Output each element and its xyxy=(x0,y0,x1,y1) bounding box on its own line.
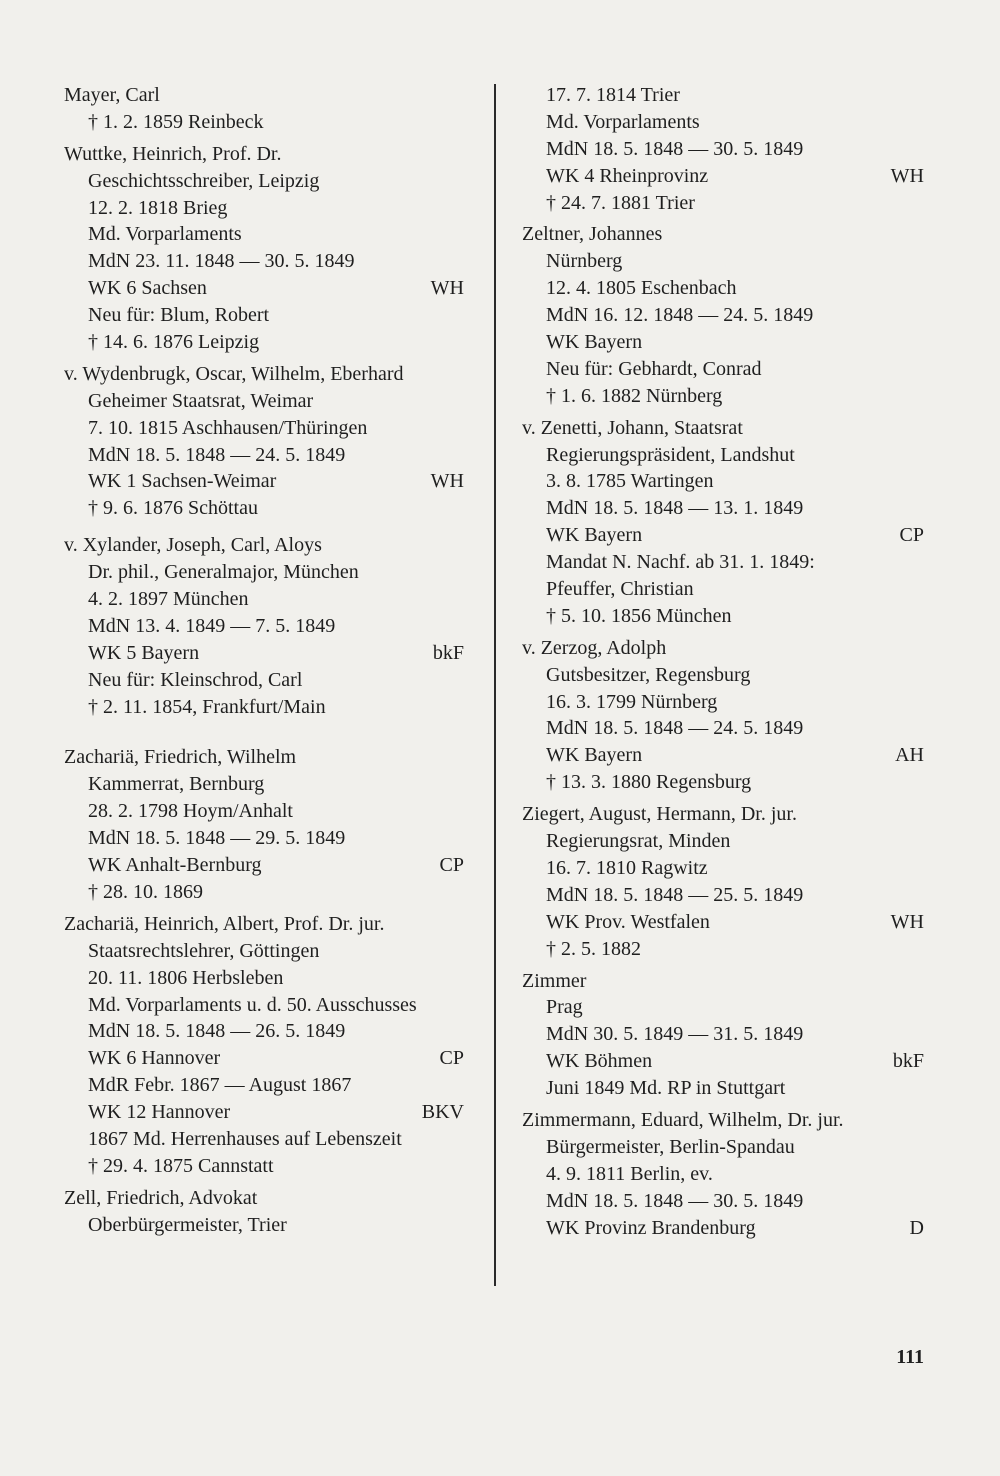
line-text: Ziegert, August, Hermann, Dr. jur. xyxy=(522,803,797,826)
line-text: WK Prov. Westfalen xyxy=(546,910,710,933)
line-text: Staatsrechtslehrer, Göttingen xyxy=(88,939,320,962)
entry xyxy=(64,141,464,356)
line-text: Zeltner, Johannes xyxy=(522,223,663,246)
entry-line xyxy=(64,965,464,992)
entry xyxy=(64,744,464,905)
entry-line xyxy=(522,1161,924,1188)
entry-line xyxy=(64,1099,464,1126)
line-text: MdN 23. 11. 1848 — 30. 5. 1849 xyxy=(88,250,355,273)
entry-line xyxy=(522,936,924,963)
entry-line xyxy=(522,248,924,275)
entry-line xyxy=(64,667,464,694)
line-text: † 14. 6. 1876 Leipzig xyxy=(88,331,260,354)
faction-tag: bkF xyxy=(892,1050,924,1073)
line-text: WK Provinz Brandenburg xyxy=(546,1216,756,1239)
line-text: † 28. 10. 1869 xyxy=(88,880,203,903)
line-text: 1867 Md. Herrenhauses auf Lebenszeit xyxy=(88,1127,402,1150)
entry-line xyxy=(522,855,924,882)
line-text: MdN 13. 4. 1849 — 7. 5. 1849 xyxy=(88,614,336,637)
entry-line xyxy=(522,163,924,190)
right-column xyxy=(522,82,924,1241)
entry-line xyxy=(64,640,464,667)
entry-line xyxy=(64,221,464,248)
line-text: † 2. 5. 1882 xyxy=(546,937,641,960)
line-text: † 1. 2. 1859 Reinbeck xyxy=(88,110,264,133)
line-text: MdN 16. 12. 1848 — 24. 5. 1849 xyxy=(546,304,814,327)
entry-line xyxy=(64,852,464,879)
faction-tag: bkF xyxy=(432,641,464,664)
line-text: Geheimer Staatsrat, Weimar xyxy=(88,389,314,412)
line-text: Zachariä, Friedrich, Wilhelm xyxy=(64,746,297,769)
line-text: WK Böhmen xyxy=(546,1050,653,1073)
entry-name xyxy=(64,141,464,168)
line-text: Mayer, Carl xyxy=(64,84,160,106)
entry-name xyxy=(522,635,924,662)
entry-line xyxy=(64,415,464,442)
entry-line xyxy=(522,1188,924,1215)
entry-line xyxy=(522,356,924,383)
line-text: WK 1 Sachsen-Weimar xyxy=(88,470,277,493)
line-text: MdR Febr. 1867 — August 1867 xyxy=(88,1074,352,1097)
column-divider xyxy=(494,84,496,1286)
entry-name xyxy=(64,1185,464,1212)
line-text: † 24. 7. 1881 Trier xyxy=(546,191,695,214)
entry-line xyxy=(522,662,924,689)
line-text: † 9. 6. 1876 Schöttau xyxy=(88,497,258,520)
entry-line xyxy=(522,769,924,796)
entry-name xyxy=(64,361,464,388)
faction-tag: WH xyxy=(430,470,464,493)
line-text: WK Bayern xyxy=(546,744,643,767)
entry-line xyxy=(64,613,464,640)
entry-line xyxy=(522,275,924,302)
entry-name xyxy=(64,744,464,771)
entry-line xyxy=(522,82,924,109)
faction-tag: AH xyxy=(895,744,924,767)
line-text: 4. 2. 1897 München xyxy=(88,588,249,611)
left-column xyxy=(64,82,464,1239)
line-text: Pfeuffer, Christian xyxy=(546,578,694,601)
entry-line xyxy=(522,715,924,742)
line-text: Zimmer xyxy=(522,969,587,992)
line-text: v. Wydenbrugk, Oscar, Wilhelm, Eberhard xyxy=(64,362,404,385)
entry-line xyxy=(64,938,464,965)
line-text: MdN 18. 5. 1848 — 29. 5. 1849 xyxy=(88,827,346,850)
line-text: † 2. 11. 1854, Frankfurt/Main xyxy=(88,695,326,718)
entry-line xyxy=(522,828,924,855)
line-text: Bürgermeister, Berlin-Spandau xyxy=(546,1135,795,1158)
entry-name xyxy=(522,415,924,442)
entry-line xyxy=(522,329,924,356)
line-text: WK 4 Rheinprovinz xyxy=(546,164,709,187)
entry-line xyxy=(522,994,924,1021)
entry-line xyxy=(64,109,464,136)
entry xyxy=(64,1185,464,1239)
entry-name xyxy=(64,532,464,559)
entry-line xyxy=(64,442,464,469)
entry-line xyxy=(522,1134,924,1161)
entry-line xyxy=(64,1072,464,1099)
entry-line xyxy=(64,1126,464,1153)
faction-tag: CP xyxy=(439,854,464,877)
entry-line xyxy=(64,1018,464,1045)
line-text: MdN 18. 5. 1848 — 25. 5. 1849 xyxy=(546,883,804,906)
entry-line xyxy=(522,909,924,936)
entry xyxy=(522,415,924,630)
line-text: WK 6 Sachsen xyxy=(88,277,207,300)
line-text: 20. 11. 1806 Herbsleben xyxy=(88,966,284,989)
line-text: WK Bayern xyxy=(546,331,643,354)
entry-line xyxy=(522,576,924,603)
line-text: Dr. phil., Generalmajor, München xyxy=(88,561,359,584)
line-text: Regierungspräsident, Landshut xyxy=(546,443,795,466)
entry-line xyxy=(64,825,464,852)
line-text: 7. 10. 1815 Aschhausen/Thüringen xyxy=(88,416,368,439)
entry-name xyxy=(522,801,924,828)
line-text: Kammerrat, Bernburg xyxy=(88,773,265,796)
entry-line xyxy=(64,302,464,329)
entry xyxy=(64,911,464,1180)
line-text: Nürnberg xyxy=(546,250,623,273)
line-text: Neu für: Kleinschrod, Carl xyxy=(88,668,303,691)
line-text: 16. 7. 1810 Ragwitz xyxy=(546,856,708,879)
line-text: Regierungsrat, Minden xyxy=(546,830,731,853)
entry-line xyxy=(64,1045,464,1072)
faction-tag: D xyxy=(909,1216,924,1239)
line-text: † 13. 3. 1880 Regensburg xyxy=(546,771,752,794)
line-text: v. Xylander, Joseph, Carl, Aloys xyxy=(64,534,322,557)
entry-continuation xyxy=(522,82,924,216)
entry-line xyxy=(64,879,464,906)
line-text: Zachariä, Heinrich, Albert, Prof. Dr. jur. xyxy=(64,912,385,935)
line-text: Neu für: Blum, Robert xyxy=(88,304,270,327)
entry-line xyxy=(522,1048,924,1075)
faction-tag: CP xyxy=(899,524,924,547)
line-text: 16. 3. 1799 Nürnberg xyxy=(546,690,718,713)
entry-line xyxy=(64,771,464,798)
entry-line xyxy=(64,195,464,222)
entry-line xyxy=(522,109,924,136)
entry-line xyxy=(522,1075,924,1102)
line-text: † 5. 10. 1856 München xyxy=(546,604,732,627)
line-text: † 29. 4. 1875 Cannstatt xyxy=(88,1154,274,1177)
entry xyxy=(64,361,464,522)
entry-name xyxy=(522,1107,924,1134)
line-text: MdN 18. 5. 1848 — 13. 1. 1849 xyxy=(546,497,804,520)
entry-line xyxy=(522,522,924,549)
line-text: WK 5 Bayern xyxy=(88,641,200,664)
entry-line xyxy=(522,603,924,630)
entry xyxy=(522,635,924,796)
entry xyxy=(522,1107,924,1241)
line-text: Md. Vorparlaments xyxy=(546,110,700,133)
page-number: 111 xyxy=(896,1346,924,1368)
entry-line xyxy=(522,442,924,469)
entry-line xyxy=(64,168,464,195)
entry-line xyxy=(64,992,464,1019)
line-text: Md. Vorparlaments u. d. 50. Ausschusses xyxy=(88,993,417,1016)
line-text: 4. 9. 1811 Berlin, ev. xyxy=(546,1162,713,1185)
entry-line xyxy=(64,798,464,825)
line-text: † 1. 6. 1882 Nürnberg xyxy=(546,384,723,407)
entry xyxy=(522,801,924,962)
line-text: 12. 2. 1818 Brieg xyxy=(88,196,228,219)
entry-name xyxy=(522,221,924,248)
entry-line xyxy=(64,388,464,415)
entry-line xyxy=(522,190,924,217)
entry-name xyxy=(64,911,464,938)
entry-line xyxy=(522,495,924,522)
entry-line xyxy=(522,689,924,716)
entry xyxy=(522,968,924,1102)
line-text: v. Zenetti, Johann, Staatsrat xyxy=(522,416,743,439)
line-text: Gutsbesitzer, Regensburg xyxy=(546,663,751,686)
faction-tag: WH xyxy=(890,164,924,187)
line-text: Juni 1849 Md. RP in Stuttgart xyxy=(546,1077,786,1100)
entry-name xyxy=(64,82,464,109)
faction-tag: WH xyxy=(430,277,464,300)
entry-line xyxy=(522,468,924,495)
line-text: Zell, Friedrich, Advokat xyxy=(64,1186,258,1209)
entry-line xyxy=(64,468,464,495)
line-text: WK Anhalt-Bernburg xyxy=(88,854,262,877)
line-text: 12. 4. 1805 Eschenbach xyxy=(546,277,737,300)
entry-line xyxy=(64,1153,464,1180)
line-text: MdN 18. 5. 1848 — 24. 5. 1849 xyxy=(88,443,346,466)
line-text: 3. 8. 1785 Wartingen xyxy=(546,470,714,493)
line-text: MdN 18. 5. 1848 — 30. 5. 1849 xyxy=(546,137,804,160)
line-text: Geschichtsschreiber, Leipzig xyxy=(88,169,320,192)
line-text: Mandat N. Nachf. ab 31. 1. 1849: xyxy=(546,551,815,574)
entry-line xyxy=(522,302,924,329)
entry-line xyxy=(64,275,464,302)
entry-line xyxy=(64,329,464,356)
line-text: Zimmermann, Eduard, Wilhelm, Dr. jur. xyxy=(522,1108,844,1131)
line-text: WK Bayern xyxy=(546,524,643,547)
line-text: MdN 30. 5. 1849 — 31. 5. 1849 xyxy=(546,1023,804,1046)
line-text: WK 6 Hannover xyxy=(88,1047,221,1070)
line-text: Neu für: Gebhardt, Conrad xyxy=(546,357,762,380)
entry-line xyxy=(64,694,464,721)
entry-line xyxy=(522,742,924,769)
entry-line xyxy=(522,383,924,410)
entry-line xyxy=(64,1212,464,1239)
line-text: 17. 7. 1814 Trier xyxy=(546,84,680,106)
entry-line xyxy=(522,136,924,163)
entry-line xyxy=(522,549,924,576)
entry-line xyxy=(522,1021,924,1048)
faction-tag: CP xyxy=(439,1047,464,1070)
faction-tag: BKV xyxy=(421,1101,464,1124)
line-text: Md. Vorparlaments xyxy=(88,223,242,246)
line-text: WK 12 Hannover xyxy=(88,1101,231,1124)
line-text: MdN 18. 5. 1848 — 24. 5. 1849 xyxy=(546,717,804,740)
line-text: MdN 18. 5. 1848 — 26. 5. 1849 xyxy=(88,1020,346,1043)
entry-line xyxy=(522,1215,924,1242)
entry-name xyxy=(522,968,924,995)
entry-line xyxy=(522,882,924,909)
line-text: 28. 2. 1798 Hoym/Anhalt xyxy=(88,800,293,823)
entry-line xyxy=(64,495,464,522)
line-text: Oberbürgermeister, Trier xyxy=(88,1213,287,1236)
line-text: v. Zerzog, Adolph xyxy=(522,636,667,659)
faction-tag: WH xyxy=(890,910,924,933)
entry-line xyxy=(64,559,464,586)
entry-line xyxy=(64,248,464,275)
line-text: MdN 18. 5. 1848 — 30. 5. 1849 xyxy=(546,1189,804,1212)
entry xyxy=(64,532,464,720)
line-text: Wuttke, Heinrich, Prof. Dr. xyxy=(64,142,282,165)
entry xyxy=(64,82,464,136)
entry xyxy=(522,221,924,409)
line-text: Prag xyxy=(546,996,583,1019)
entry-line xyxy=(64,586,464,613)
